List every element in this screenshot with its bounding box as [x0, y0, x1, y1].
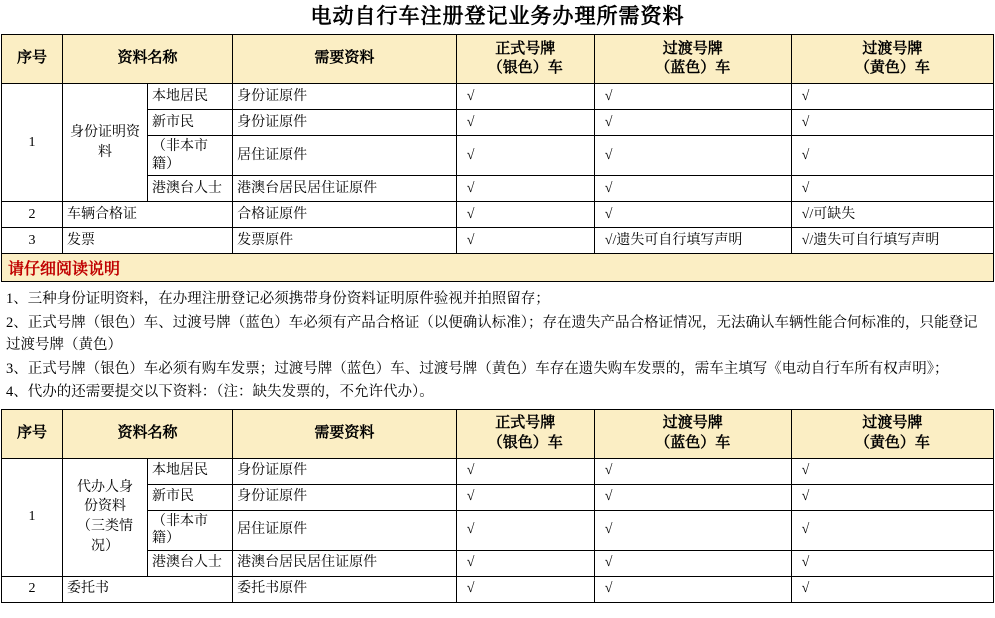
- row-subcategory: 本地居民: [148, 458, 233, 484]
- row-seq: 2: [2, 202, 63, 228]
- row-plate-yellow: √: [791, 84, 993, 110]
- row-plate-silver: √: [456, 84, 594, 110]
- row-plate-yellow: √: [791, 550, 993, 576]
- row-category-name: 车辆合格证: [62, 202, 232, 228]
- header-plate-yellow-line2: （黄色）车: [854, 434, 930, 451]
- row-required-material: 身份证原件: [233, 484, 457, 510]
- header-plate-silver-line2: （银色）车: [487, 60, 563, 77]
- header-plate-blue-line1: 过渡号牌: [662, 40, 723, 57]
- row-plate-yellow: √: [791, 110, 993, 136]
- row-plate-blue: √: [594, 484, 791, 510]
- table-row: [2, 202, 994, 228]
- row-plate-silver: √: [456, 202, 594, 228]
- table-row: [2, 458, 994, 484]
- header-plate-silver-line1: 正式号牌: [495, 40, 556, 57]
- row-plate-blue: √: [594, 458, 791, 484]
- table-row: [2, 484, 994, 510]
- table-row: [2, 510, 994, 550]
- row-category-name: 身份证明资料: [62, 84, 147, 202]
- header-cell-seq: 序号: [2, 409, 63, 458]
- row-plate-blue: √: [594, 110, 791, 136]
- row-category-name-line4: 况）: [91, 538, 120, 554]
- requirements-table-primary: [1, 34, 994, 254]
- notice-heading-text: 请仔细阅读说明: [8, 261, 121, 279]
- table-row: [2, 176, 994, 202]
- row-plate-blue: √: [594, 84, 791, 110]
- row-subcategory: （非本市籍）: [148, 136, 233, 176]
- header-cell-plate-silver: [456, 409, 594, 458]
- row-subcategory: 港澳台人士: [148, 550, 233, 576]
- table-row: [2, 110, 994, 136]
- table-row: [2, 136, 994, 176]
- table-header: [2, 409, 994, 458]
- row-subcategory: 本地居民: [148, 84, 233, 110]
- row-category-name-line2: 份资料: [84, 499, 127, 515]
- row-plate-blue: √: [594, 550, 791, 576]
- row-required-material: 居住证原件: [233, 510, 457, 550]
- row-required-material: 发票原件: [233, 228, 457, 254]
- notice-body: [0, 282, 995, 408]
- header-cell-material-name: 资料名称: [62, 35, 232, 84]
- header-cell-required-material: 需要资料: [233, 35, 457, 84]
- header-cell-plate-blue: [594, 409, 791, 458]
- row-category-name: 委托书: [62, 576, 232, 602]
- row-category-name: [62, 458, 147, 576]
- row-plate-blue: √: [594, 576, 791, 602]
- header-cell-seq: 序号: [2, 35, 63, 84]
- row-plate-blue: √: [594, 136, 791, 176]
- page-title: 电动自行车注册登记业务办理所需资料: [310, 4, 685, 28]
- row-plate-yellow: √: [791, 176, 993, 202]
- header-plate-blue-line1: 过渡号牌: [662, 415, 723, 432]
- row-required-material: 身份证原件: [233, 458, 457, 484]
- row-seq: 1: [2, 84, 63, 202]
- row-seq: 3: [2, 228, 63, 254]
- row-required-material: 委托书原件: [233, 576, 457, 602]
- row-plate-yellow: √: [791, 458, 993, 484]
- row-plate-silver: √: [456, 550, 594, 576]
- row-plate-silver: √: [456, 136, 594, 176]
- header-cell-plate-silver: [456, 35, 594, 84]
- header-plate-blue-line2: （蓝色）车: [655, 434, 731, 451]
- row-plate-silver: √: [456, 228, 594, 254]
- table-body: [2, 458, 994, 602]
- row-plate-silver: √: [456, 110, 594, 136]
- table-row: [2, 550, 994, 576]
- row-subcategory: 新市民: [148, 110, 233, 136]
- header-plate-yellow-line1: 过渡号牌: [862, 415, 923, 432]
- row-category-name-line3: （三类情: [77, 519, 134, 535]
- row-plate-yellow: √: [791, 136, 993, 176]
- notice-line-4: 4、代办的还需要提交以下资料：（注：缺失发票的，不允许代办）。: [6, 384, 434, 401]
- row-plate-yellow: √: [791, 576, 993, 602]
- row-plate-yellow: √/可缺失: [791, 202, 993, 228]
- row-required-material: 合格证原件: [233, 202, 457, 228]
- table-row: [2, 228, 994, 254]
- notice-line-3: 3、正式号牌（银色）车必须有购车发票；过渡号牌（蓝色）车、过渡号牌（黄色）车存在遗失购车发票的，需车主填写《电动自行车所有权声明》；: [6, 360, 949, 377]
- header-cell-required-material: 需要资料: [233, 409, 457, 458]
- row-plate-blue: √: [594, 202, 791, 228]
- row-subcategory: 新市民: [148, 484, 233, 510]
- row-plate-yellow: √: [791, 510, 993, 550]
- row-required-material: 港澳台居民居住证原件: [233, 176, 457, 202]
- table-row: [2, 84, 994, 110]
- row-plate-yellow: √: [791, 484, 993, 510]
- row-category-name: 发票: [62, 228, 232, 254]
- row-plate-blue: √: [594, 510, 791, 550]
- header-cell-plate-yellow: [791, 409, 993, 458]
- row-required-material: 港澳台居民居住证原件: [233, 550, 457, 576]
- header-plate-silver-line2: （银色）车: [487, 434, 563, 451]
- header-plate-yellow-line2: （黄色）车: [854, 60, 930, 77]
- table-body: [2, 84, 994, 254]
- header-cell-material-name: 资料名称: [62, 409, 232, 458]
- header-row: [2, 35, 994, 84]
- header-plate-silver-line1: 正式号牌: [495, 415, 556, 432]
- row-required-material: 身份证原件: [233, 84, 457, 110]
- notice-heading-bar: [1, 254, 994, 282]
- row-plate-silver: √: [456, 458, 594, 484]
- row-subcategory: 港澳台人士: [148, 176, 233, 202]
- header-cell-plate-blue: [594, 35, 791, 84]
- row-subcategory: （非本市籍）: [148, 510, 233, 550]
- header-cell-plate-yellow: [791, 35, 993, 84]
- row-required-material: 身份证原件: [233, 110, 457, 136]
- row-plate-blue: √/遗失可自行填写声明: [594, 228, 791, 254]
- row-plate-silver: √: [456, 576, 594, 602]
- row-category-name-line1: 代办人身: [77, 479, 134, 495]
- requirements-table-agent: [1, 409, 994, 603]
- row-plate-yellow: √/遗失可自行填写声明: [791, 228, 993, 254]
- header-row: [2, 409, 994, 458]
- row-plate-silver: √: [456, 176, 594, 202]
- notice-line-1: 1、三种身份证明资料，在办理注册登记必须携带身份资料证明原件验视并拍照留存；: [6, 291, 550, 308]
- table-header: [2, 35, 994, 84]
- row-seq: 2: [2, 576, 63, 602]
- table-row: [2, 576, 994, 602]
- row-seq: 1: [2, 458, 63, 576]
- row-required-material: 居住证原件: [233, 136, 457, 176]
- header-plate-blue-line2: （蓝色）车: [655, 60, 731, 77]
- row-plate-silver: √: [456, 510, 594, 550]
- header-plate-yellow-line1: 过渡号牌: [862, 40, 923, 57]
- row-plate-blue: √: [594, 176, 791, 202]
- row-plate-silver: √: [456, 484, 594, 510]
- notice-line-2: 2、正式号牌（银色）车、过渡号牌（蓝色）车必须有产品合格证（以便确认标准）；存在遗失产品合格证情况，无法确认车辆性能合何标准的，只能登记过渡号牌（黄色）: [6, 314, 978, 354]
